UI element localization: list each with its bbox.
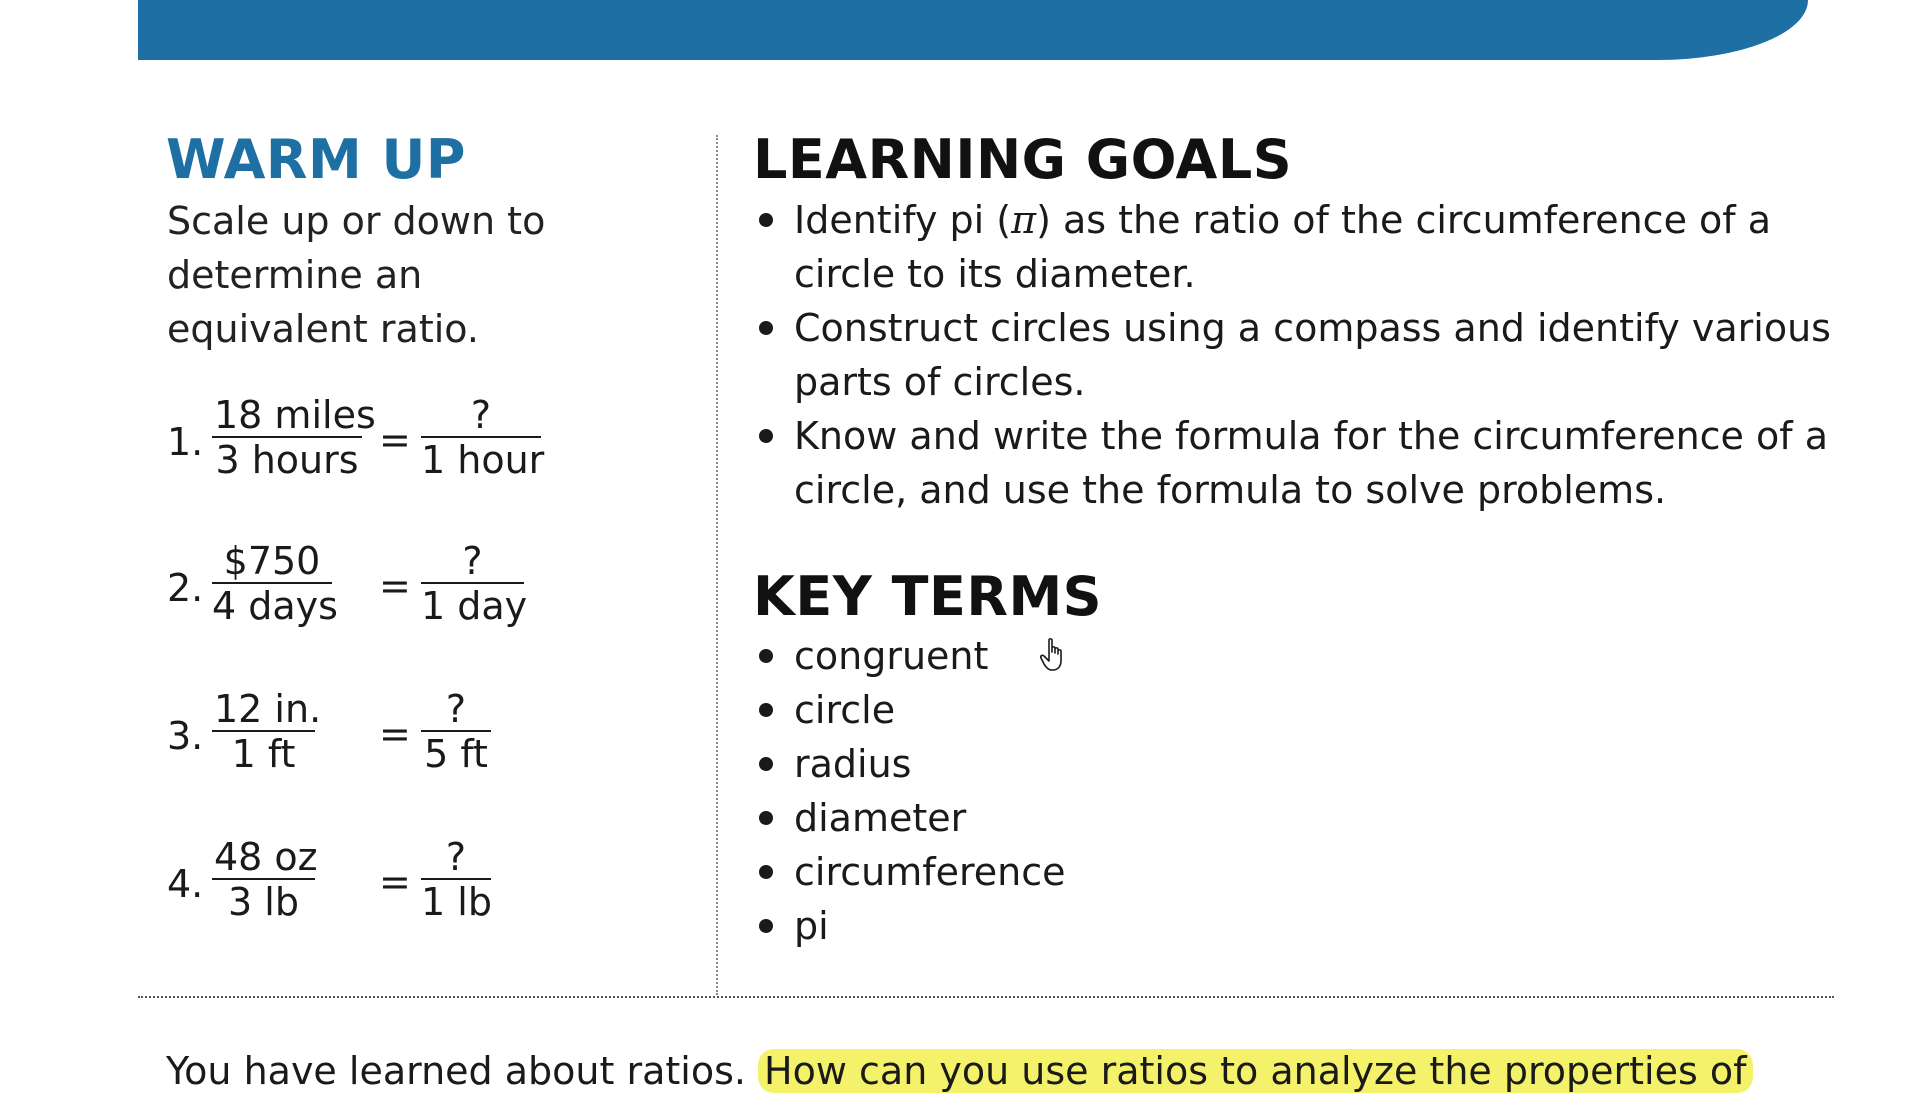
section-divider xyxy=(138,996,1834,998)
left-fraction xyxy=(212,687,322,776)
fraction-denominator: 1 ft xyxy=(231,732,296,776)
hand-pointer-icon xyxy=(1040,637,1070,673)
equals-sign: = xyxy=(379,860,411,904)
problem-number: 1. xyxy=(167,420,204,464)
fraction-numerator: ? xyxy=(421,688,491,732)
learning-goal-item xyxy=(753,193,1833,301)
key-term-item xyxy=(753,683,1353,737)
fraction-numerator: 48 oz xyxy=(214,835,318,879)
fraction-numerator: 12 in. xyxy=(214,687,322,731)
key-term-text: congruent xyxy=(794,634,989,678)
highlighted-question: How can you use ratios to analyze the properties of xyxy=(758,1049,1752,1093)
left-fraction xyxy=(212,393,376,482)
key-term-text: diameter xyxy=(794,796,967,840)
goal-text: ) as the ratio of the circumference of a circle to its diameter. xyxy=(794,198,1772,296)
intro-sentence xyxy=(166,1048,1753,1094)
learning-goal-item xyxy=(753,301,1833,409)
equals-sign: = xyxy=(379,418,411,462)
key-terms-list xyxy=(753,629,1353,953)
warm-up-problem-2 xyxy=(167,540,567,636)
right-fraction xyxy=(421,539,528,628)
pi-symbol: π xyxy=(1011,198,1037,242)
key-term-item xyxy=(753,737,1353,791)
fraction-numerator: ? xyxy=(421,394,541,438)
goal-text: Identify pi ( xyxy=(794,198,1012,242)
fraction-numerator: ? xyxy=(421,836,491,880)
bullet-icon xyxy=(759,649,773,663)
key-term-item xyxy=(753,791,1353,845)
right-fraction xyxy=(421,393,545,482)
fraction-numerator: 18 miles xyxy=(214,393,376,437)
warm-up-title: WARM UP xyxy=(166,128,466,191)
right-fraction xyxy=(421,836,491,924)
bullet-icon xyxy=(759,213,773,227)
warm-up-problem-3 xyxy=(167,688,567,784)
warm-up-intro: Scale up or down to determine an equivalent ratio. xyxy=(167,199,546,351)
equals-sign: = xyxy=(379,712,411,756)
bullet-icon xyxy=(759,429,773,443)
column-divider xyxy=(716,135,718,995)
top-banner xyxy=(138,0,1808,60)
bullet-icon xyxy=(759,321,773,335)
learning-goals-title: LEARNING GOALS xyxy=(753,128,1293,191)
equals-sign: = xyxy=(379,564,411,608)
key-term-item xyxy=(753,899,1353,953)
learning-goal-item xyxy=(753,409,1833,517)
bullet-icon xyxy=(759,919,773,933)
key-terms-title: KEY TERMS xyxy=(753,565,1103,628)
fraction-denominator: 3 lb xyxy=(228,880,299,924)
key-term-text: radius xyxy=(794,742,912,786)
key-term-text: circle xyxy=(794,688,896,732)
intro-plain-text: You have learned about ratios. xyxy=(166,1049,746,1093)
fraction-denominator: 1 lb xyxy=(421,880,492,924)
problem-number: 2. xyxy=(167,566,204,610)
key-term-item xyxy=(753,845,1353,899)
bullet-icon xyxy=(759,865,773,879)
goal-text: Know and write the formula for the circumference of a circle, and use the formula to solve problems. xyxy=(794,414,1828,512)
fraction-denominator: 3 hours xyxy=(215,438,359,482)
warm-up-problem-4 xyxy=(167,836,567,932)
key-term-text: pi xyxy=(794,904,829,948)
bullet-icon xyxy=(759,811,773,825)
right-fraction xyxy=(421,688,491,776)
left-fraction xyxy=(212,835,318,924)
fraction-denominator: 5 ft xyxy=(424,732,488,776)
fraction-denominator: 1 hour xyxy=(421,438,545,482)
fraction-denominator: 4 days xyxy=(212,584,338,628)
learning-goals-list xyxy=(753,193,1833,517)
fraction-denominator: 1 day xyxy=(421,584,528,628)
fraction-numerator: ? xyxy=(421,540,524,584)
bullet-icon xyxy=(759,703,773,717)
problem-number: 3. xyxy=(167,714,204,758)
key-term-text: circumference xyxy=(794,850,1066,894)
fraction-numerator: $750 xyxy=(212,540,332,584)
goal-text: Construct circles using a compass and identify various parts of circles. xyxy=(794,306,1831,404)
left-fraction xyxy=(212,539,338,628)
bullet-icon xyxy=(759,757,773,771)
problem-number: 4. xyxy=(167,862,204,906)
warm-up-problem-1 xyxy=(167,394,567,490)
